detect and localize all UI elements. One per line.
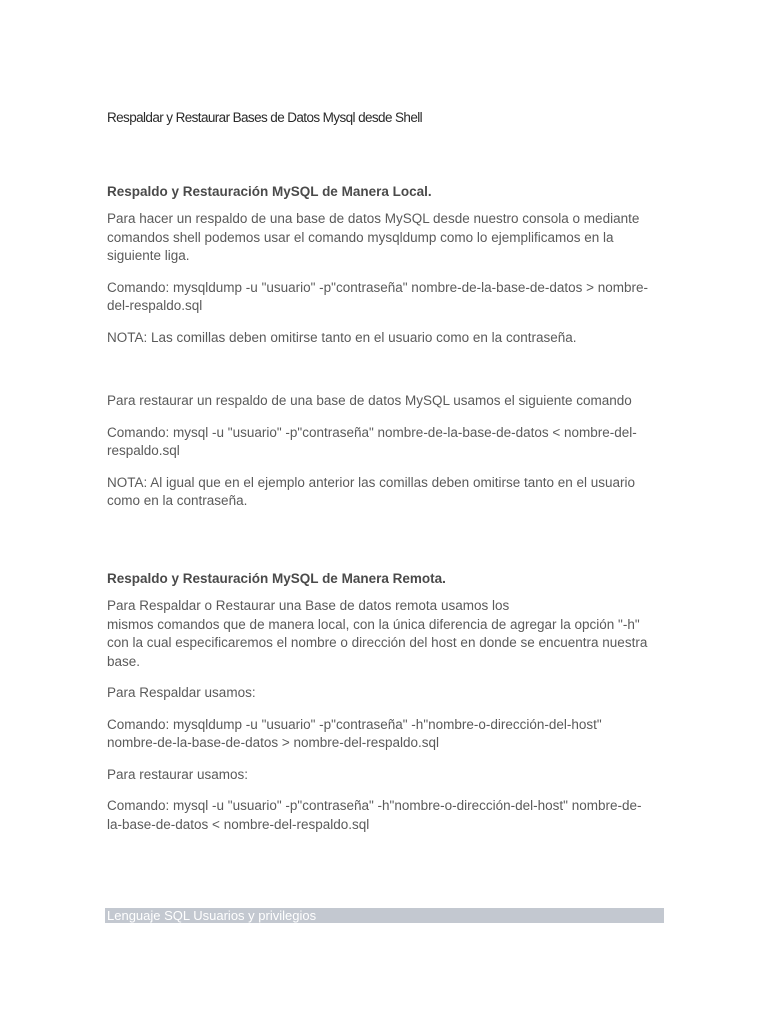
- remote-restore-command: Comando: mysql -u "usuario" -p"contraseña" -h"nombre-o-dirección-del-host" nombre-de- la-base-de-datos < nombre-del-respaldo.sql: [107, 798, 642, 832]
- local-intro-paragraph: Para hacer un respaldo de una base de datos MySQL desde nuestro consola o mediante comandos shell podemos usar el comando mysqldump como lo ejemplificamos en la siguiente liga.: [107, 211, 640, 263]
- local-backup-command: Comando: mysqldump -u "usuario" -p"contraseña" nombre-de-la-base-de-datos > nombre- del-respaldo.sql: [107, 279, 649, 313]
- local-section-heading: Respaldo y Restauración MySQL de Manera Local.: [107, 184, 432, 199]
- document-title: Respaldar y Restaurar Bases de Datos Mysql desde Shell: [107, 110, 423, 125]
- related-document-bar[interactable]: [105, 908, 664, 923]
- remote-intro-paragraph: Para Respaldar o Restaurar una Base de datos remota usamos los mismos comandos que de manera local, con la única diferencia de agregar la opción "-h" con la cual especificaremos el nombre o dirección del host en donde se encuentra nuestra base.: [107, 598, 648, 669]
- remote-section: [107, 570, 667, 847]
- remote-section-heading: Respaldo y Restauración MySQL de Manera Remota.: [107, 571, 446, 586]
- remote-backup-label: Para Respaldar usamos:: [107, 685, 256, 700]
- local-restore-command: Comando: mysql -u "usuario" -p"contraseña" nombre-de-la-base-de-datos < nombre-del- respaldo.sql: [107, 424, 637, 458]
- local-section: [107, 183, 667, 360]
- remote-backup-command: Comando: mysqldump -u "usuario" -p"contraseña" -h"nombre-o-dirección-del-host" nombre-de-la-base-de-datos > nombre-del-respaldo.sql: [107, 716, 602, 750]
- local-restore-note: NOTA: Al igual que en el ejemplo anterior las comillas deben omitirse tanto en el usuario como en la contraseña.: [107, 474, 636, 508]
- local-restore-intro: Para restaurar un respaldo de una base de datos MySQL usamos el siguiente comando: [107, 393, 632, 408]
- remote-restore-label: Para restaurar usamos:: [107, 766, 249, 782]
- local-restore-section: [107, 392, 667, 524]
- local-backup-note: NOTA: Las comillas deben omitirse tanto en el usuario como en la contraseña.: [107, 329, 577, 345]
- related-document-link[interactable]: Lenguaje SQL Usuarios y privilegios: [107, 908, 317, 923]
